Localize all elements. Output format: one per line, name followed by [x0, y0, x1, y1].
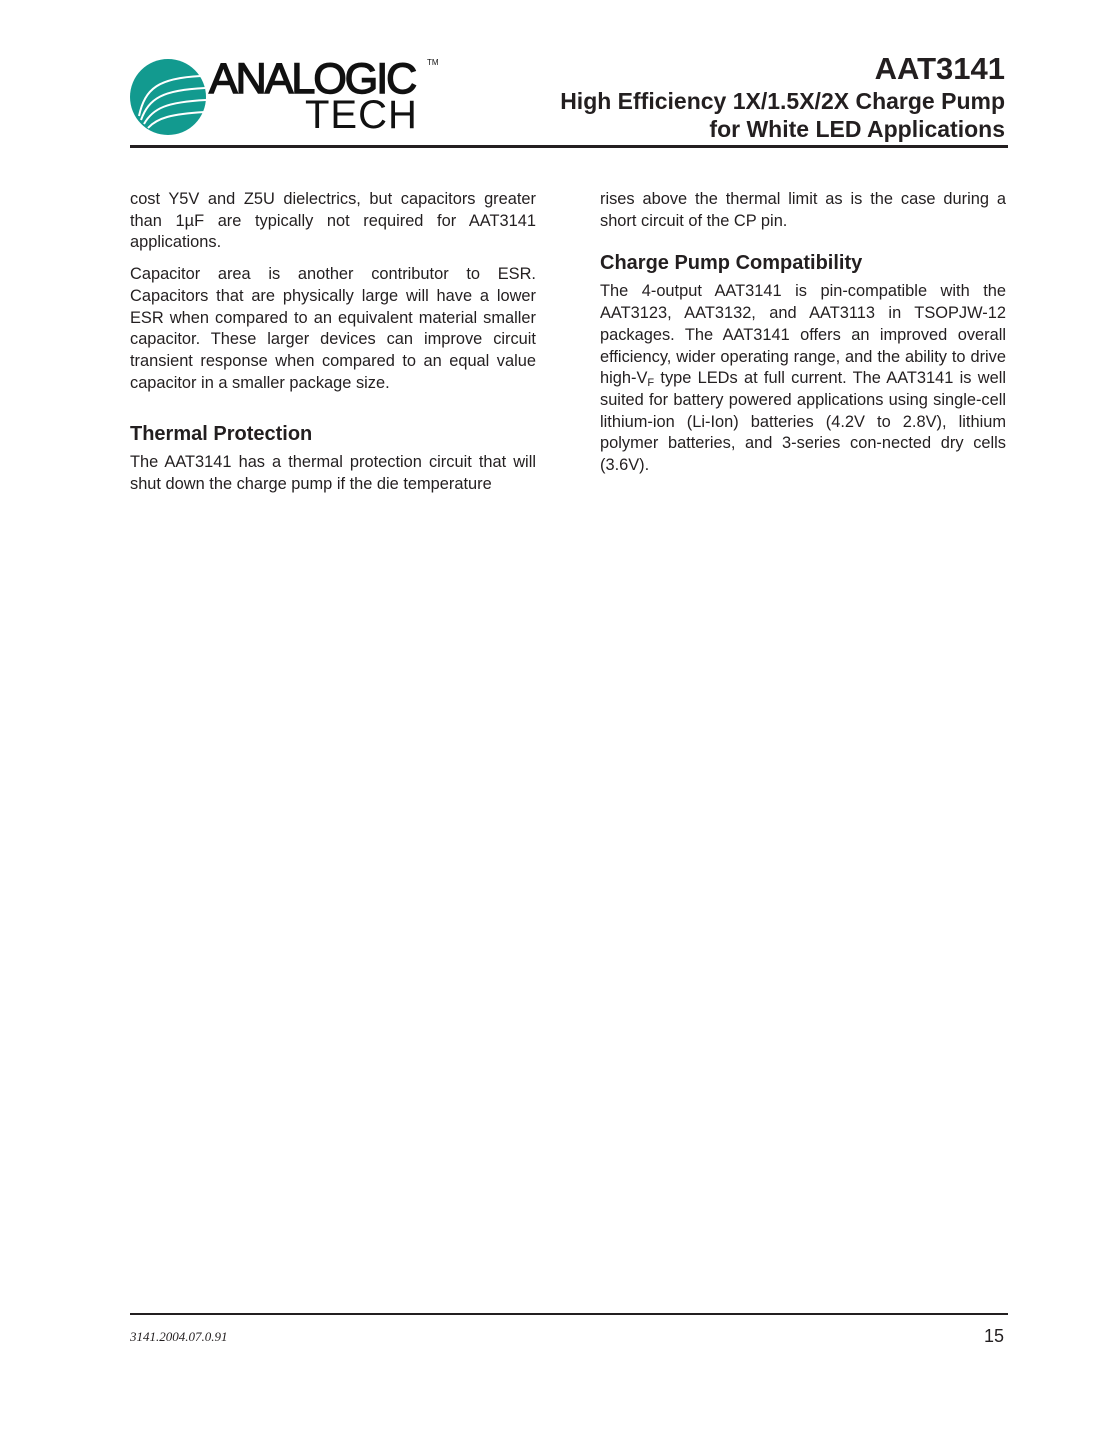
- trademark-symbol: TM: [427, 58, 439, 67]
- heading-charge-pump-compatibility: Charge Pump Compatibility: [600, 252, 863, 275]
- left-column: [130, 189, 536, 506]
- logo-text-tech: TECH: [305, 93, 418, 137]
- analogic-logo-icon: [129, 58, 207, 136]
- document-header: [560, 51, 1005, 143]
- heading-thermal-protection: Thermal Protection: [130, 423, 313, 446]
- page-number: 15: [983, 1326, 1004, 1346]
- paragraph-capacitor-area: Capacitor area is another contributor to ESR. Capacitors that are physically large will have a lower ESR when compared to an equivalent material smaller capacitor. These larger devices can improve circuit transient response when compared to an equal value capacitor in a smaller package size.: [130, 265, 536, 392]
- paragraph-dielectrics: cost Y5V and Z5U dielectrics, but capacitors greater than 1µF are typically not required for AAT3141 applications.: [130, 190, 536, 252]
- right-column: [600, 189, 1006, 487]
- paragraph-thermal-continued: rises above the thermal limit as is the case during a short circuit of the CP pin.: [600, 190, 1006, 230]
- paragraph-thermal-protection: The AAT3141 has a thermal protection circuit that will shut down the charge pump if the die temperature: [130, 453, 536, 494]
- part-number: AAT3141: [874, 51, 1005, 86]
- footer-divider: [130, 1313, 1008, 1315]
- paragraph-compatibility: The 4-output AAT3141 is pin-compatible with the AAT3123, AAT3132, and AAT3113 in TSOPJW-12 packages. The AAT3141 offers an improved overall efficiency, wider operating range, and the ability to drive high-$V_F$ type LEDs at full current. The AAT3141 is well suited for battery powered applications using single-cell lithium-ion (Li-Ion) batteries (4.2V to 2.8V), lithium polymer batteries, and 3-series con-nected dry cells (3.6V).: [600, 282, 1006, 475]
- header-divider: [130, 145, 1008, 148]
- subtitle-line-2: for White LED Applications: [709, 116, 1005, 142]
- subtitle-line-1: High Efficiency 1X/1.5X/2X Charge Pump: [560, 88, 1005, 114]
- document-id: 3141.2004.07.0.91: [130, 1329, 228, 1344]
- logo-text-analogic: ANALOGIC: [209, 55, 416, 103]
- company-logo: [129, 56, 449, 136]
